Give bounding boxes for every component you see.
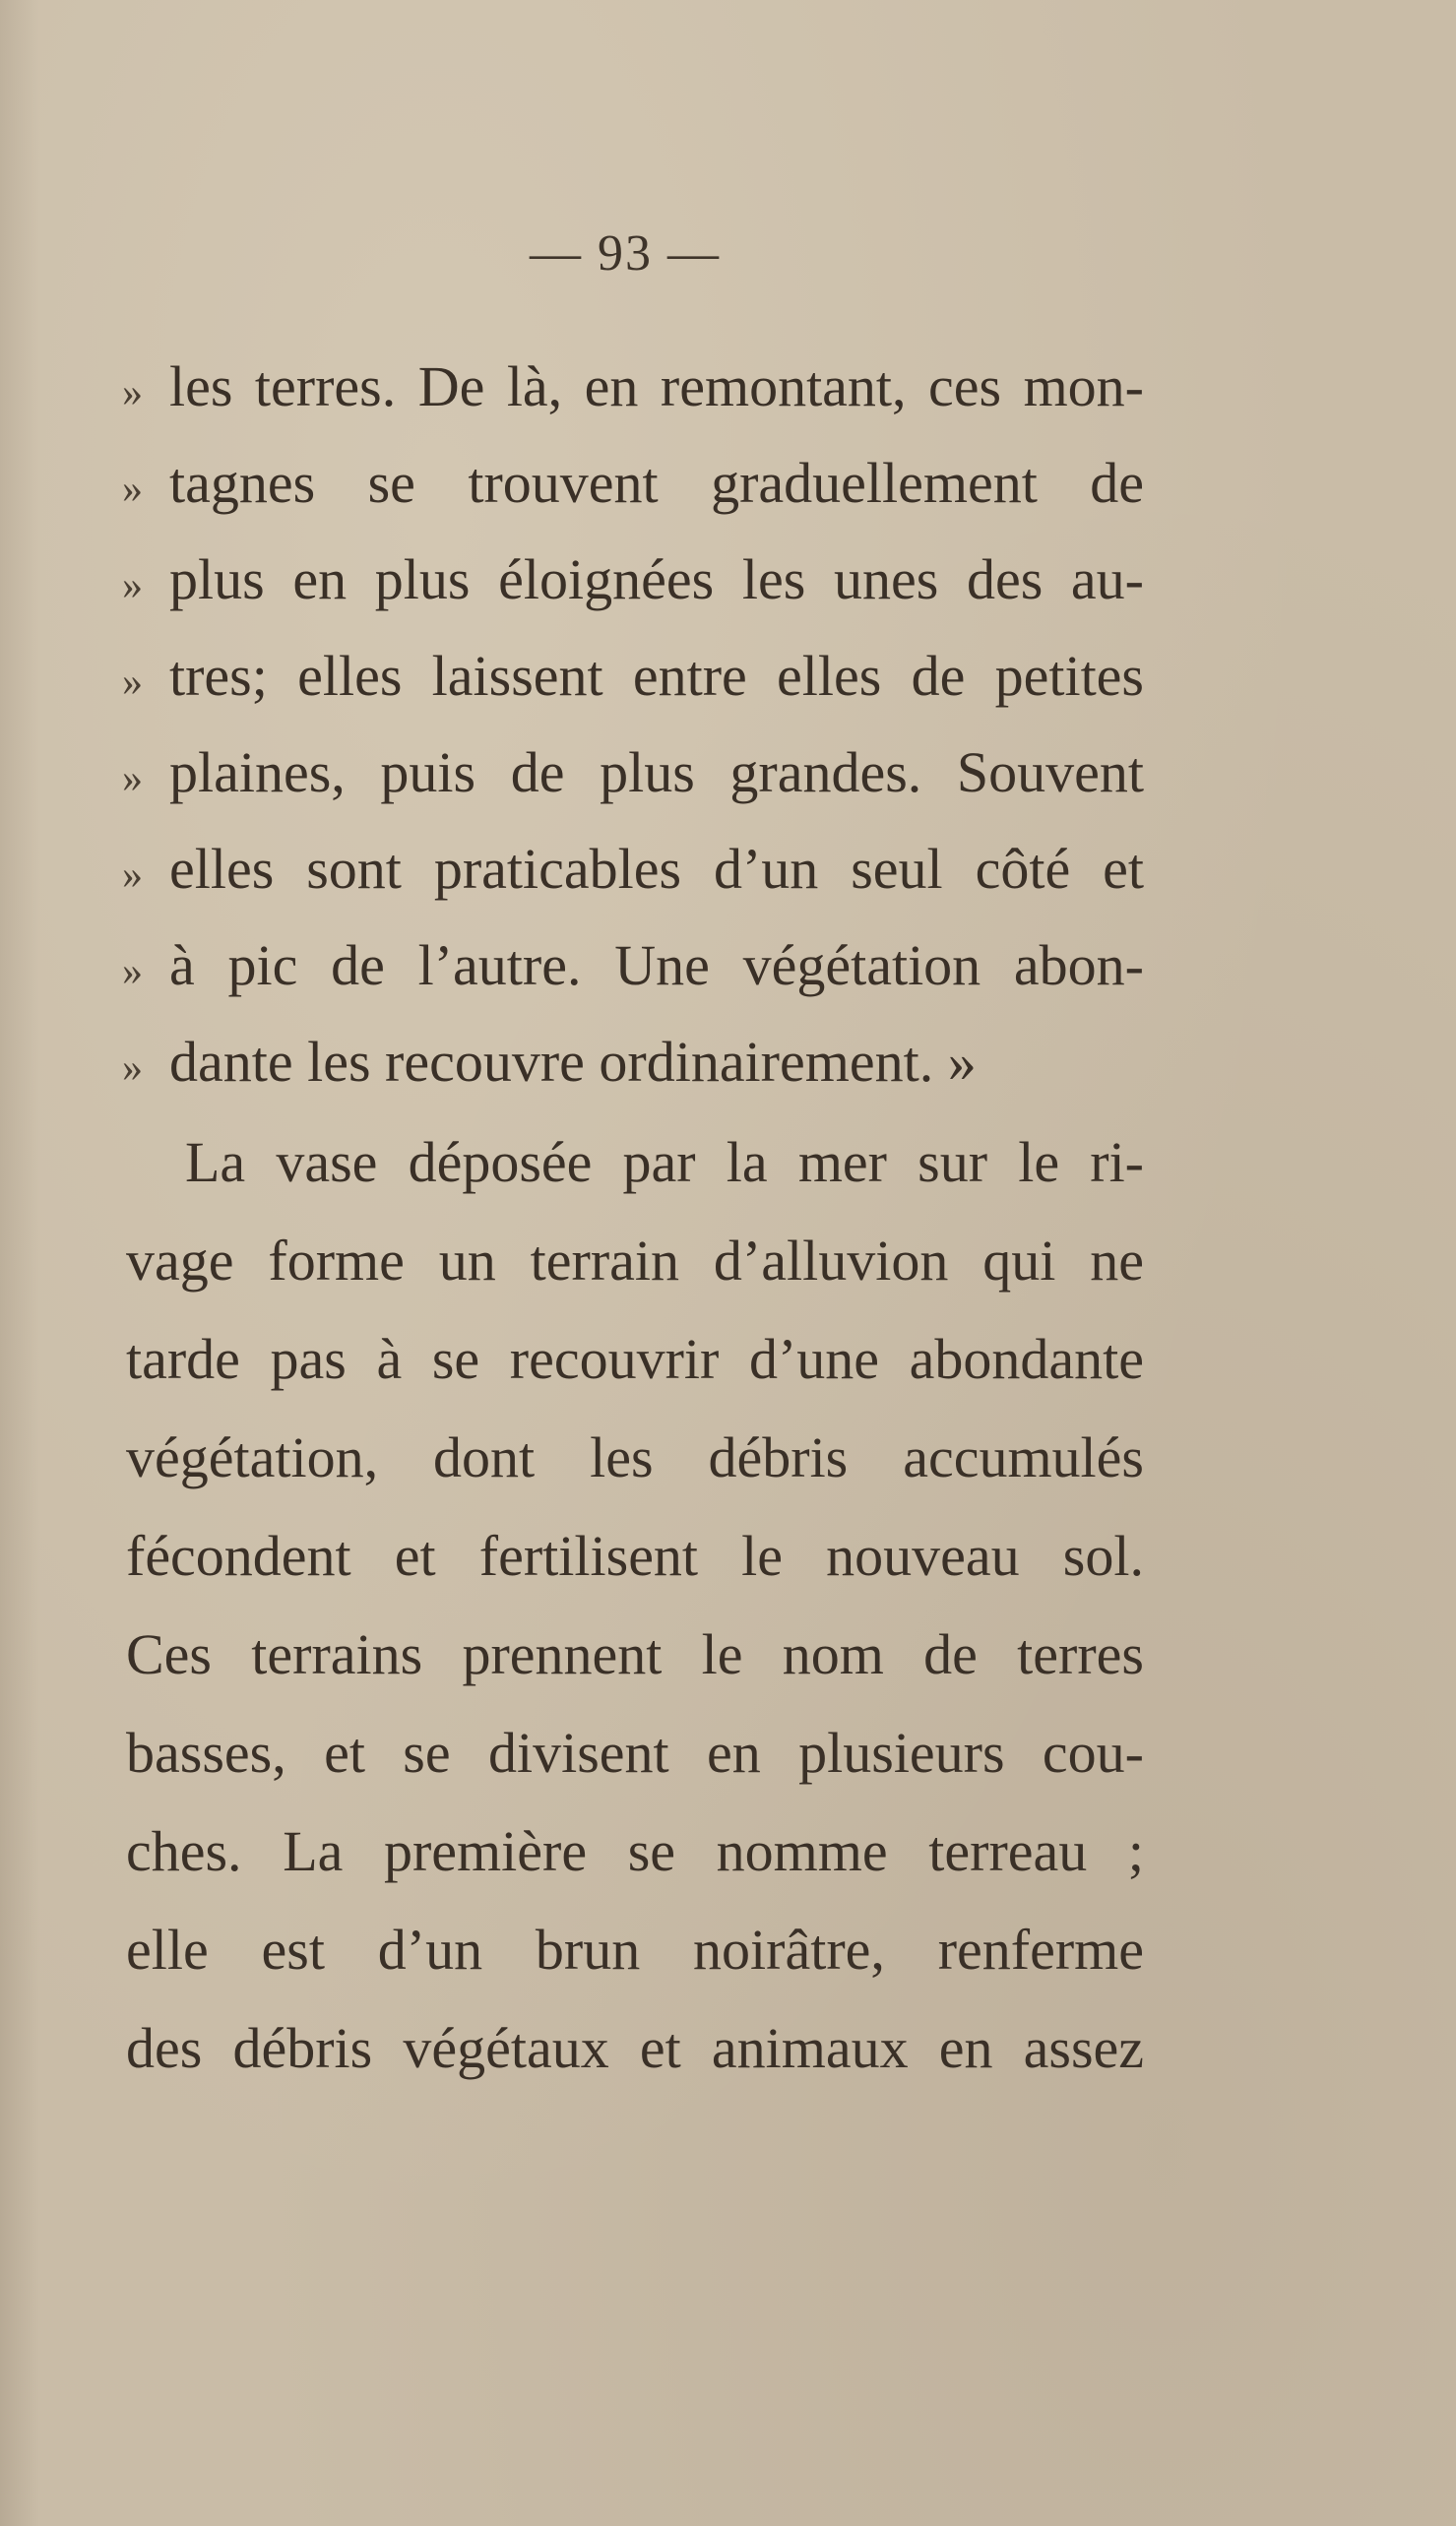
quote-mark: » (122, 467, 143, 512)
quoted-line: tres; elles laissent entre elles de petites (169, 644, 1144, 708)
paragraph-line: basses, et se divisent en plusieurs cou- (126, 1721, 1144, 1785)
paragraph-line: Ces terrains prennent le nom de terres (126, 1622, 1144, 1686)
paragraph-line: tarde pas à se recouvrir d’une abondante (126, 1327, 1144, 1391)
quoted-line: elles sont praticables d’un seul côté et (169, 837, 1144, 901)
quote-mark: » (122, 949, 143, 994)
quote-mark: » (122, 853, 143, 898)
quoted-line: les terres. De là, en remontant, ces mon- (169, 354, 1144, 418)
quote-mark: » (122, 660, 143, 705)
quoted-line: à pic de l’autre. Une végétation abon- (169, 933, 1144, 997)
paragraph-line: des débris végétaux et animaux en assez (126, 2016, 1144, 2080)
paragraph-line: vage forme un terrain d’alluvion qui ne (126, 1229, 1144, 1293)
paragraph-line: végétation, dont les débris accumulés (126, 1425, 1144, 1489)
quoted-line: dante les recouvre ordinairement. » (169, 1030, 977, 1094)
quote-mark: » (122, 563, 143, 608)
paragraph-line: elle est d’un brun noirâtre, renferme (126, 1918, 1144, 1982)
paragraph-line: La vase déposée par la mer sur le ri- (185, 1130, 1144, 1194)
quoted-line: plus en plus éloignées les unes des au- (169, 547, 1144, 611)
paragraph-line: fécondent et fertilisent le nouveau sol. (126, 1524, 1144, 1588)
quoted-line: plaines, puis de plus grandes. Souvent (169, 740, 1144, 804)
quote-mark: » (122, 370, 143, 415)
page-number: — 93 — (530, 225, 721, 282)
quote-mark: » (122, 1045, 143, 1091)
paragraph-line: ches. La première se nomme terreau ; (126, 1819, 1144, 1883)
quoted-line: tagnes se trouvent graduellement de (169, 451, 1144, 515)
quote-mark: » (122, 756, 143, 801)
